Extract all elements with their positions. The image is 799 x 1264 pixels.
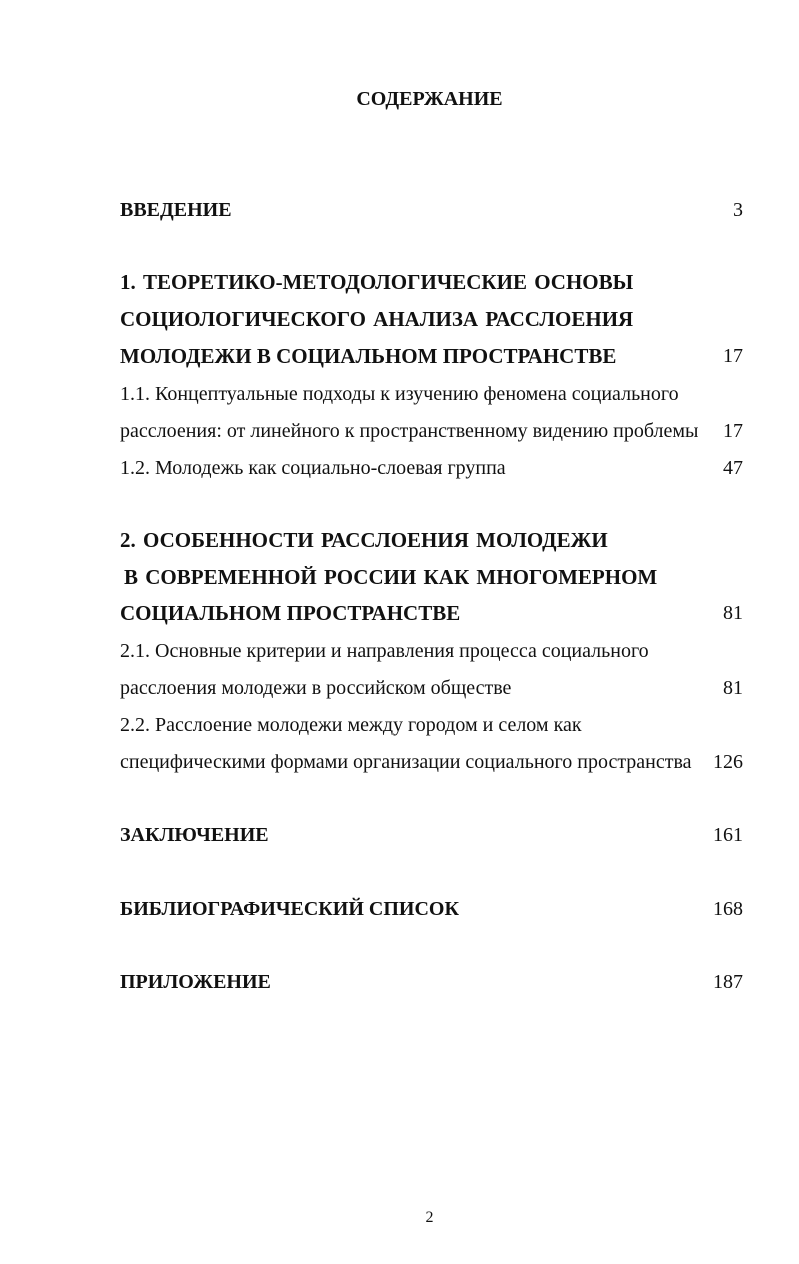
- toc-section-1-1-line2: расслоения: от линейного к пространственному видению проблемы: [120, 420, 699, 442]
- toc-chapter1-title-line1: 1. ТЕОРЕТИКО-МЕТОДОЛОГИЧЕСКИЕ ОСНОВЫ: [120, 270, 634, 294]
- toc-intro-page: 3: [733, 199, 743, 221]
- toc-appendix-label: ПРИЛОЖЕНИЕ: [120, 971, 271, 993]
- toc-conclusion-page: 161: [713, 824, 743, 846]
- toc-chapter2-title-line3: СОЦИАЛЬНОМ ПРОСТРАНСТВЕ: [120, 601, 461, 625]
- toc-section-2-2-line1: 2.2. Расслоение молодежи между городом и селом как: [120, 714, 582, 736]
- toc-section-1-1-line1: 1.1. Концептуальные подходы к изучению феномена социального: [120, 383, 679, 405]
- toc-bibliography-page: 168: [713, 898, 743, 920]
- toc-section-1-2-page: 47: [723, 457, 743, 479]
- toc-bibliography-label: БИБЛИОГРАФИЧЕСКИЙ СПИСОК: [120, 898, 459, 920]
- toc-chapter2-title-line1: 2. ОСОБЕННОСТИ РАССЛОЕНИЯ МОЛОДЕЖИ: [120, 528, 608, 552]
- page-title: СОДЕРЖАНИЕ: [356, 88, 503, 110]
- toc-chapter1-page: 17: [723, 345, 743, 367]
- toc-section-1-2-line1: 1.2. Молодежь как социально-слоевая группа: [120, 457, 506, 479]
- toc-section-2-1-page: 81: [723, 677, 743, 699]
- toc-appendix-page: 187: [713, 971, 743, 993]
- page-number: 2: [425, 1209, 434, 1226]
- toc-chapter1-title-line2: СОЦИОЛОГИЧЕСКОГО АНАЛИЗА РАССЛОЕНИЯ: [120, 307, 634, 331]
- toc-intro-label: ВВЕДЕНИЕ: [120, 199, 232, 221]
- toc-chapter2-page: 81: [723, 602, 743, 624]
- toc-conclusion-label: ЗАКЛЮЧЕНИЕ: [120, 824, 269, 846]
- toc-section-1-1-page: 17: [723, 420, 743, 442]
- toc-section-2-2-page: 126: [713, 751, 743, 773]
- toc-chapter1-title-line3: МОЛОДЕЖИ В СОЦИАЛЬНОМ ПРОСТРАНСТВЕ: [120, 344, 617, 368]
- toc-section-2-1-line2: расслоения молодежи в российском обществе: [120, 677, 512, 699]
- toc-section-2-2-line2: специфическими формами организации социального пространства: [120, 751, 692, 773]
- toc-chapter2-title-line2: В СОВРЕМЕННОЙ РОССИИ КАК МНОГОМЕРНОМ: [124, 565, 658, 589]
- toc-section-2-1-line1: 2.1. Основные критерии и направления процесса социального: [120, 640, 649, 662]
